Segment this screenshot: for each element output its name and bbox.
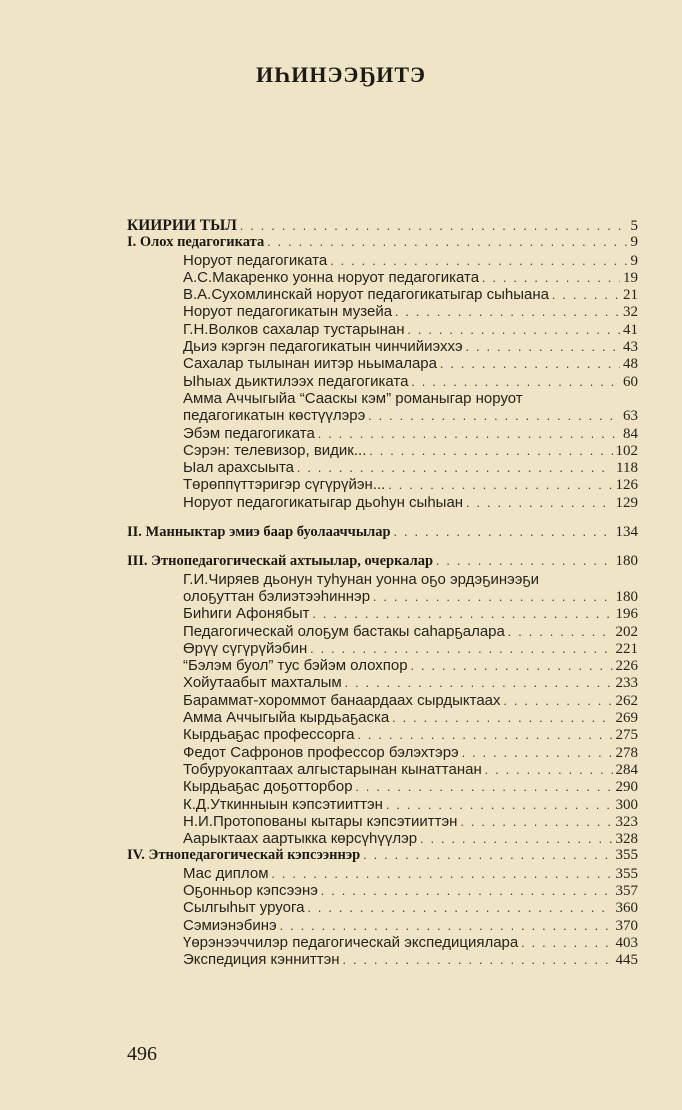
toc-entry	[127, 865, 638, 882]
toc-page-number: 134	[615, 523, 638, 540]
toc-entry	[127, 951, 638, 968]
toc-entry	[127, 286, 638, 303]
toc-entry-title: “Бэлэм буол” тус бэйэм олохпор	[183, 657, 408, 675]
dot-leader	[411, 374, 620, 390]
toc-entry	[127, 442, 638, 459]
dot-leader	[358, 727, 613, 743]
toc-entry	[127, 252, 638, 269]
toc-page-number: 403	[615, 934, 638, 951]
dot-leader	[368, 408, 620, 424]
toc-entry-title: Төрөппүттэригэр сүгүрүйэн...	[183, 476, 386, 494]
dot-leader	[521, 935, 612, 951]
toc-entry-title: А.С.Макаренко уонна норуот педагогиката	[183, 268, 480, 286]
dot-leader	[356, 779, 613, 795]
toc-entry-title: Амма Аччыгыйа “Сааскы кэм” романыгар норуот	[183, 389, 523, 407]
toc-page-number: 5	[630, 218, 638, 234]
toc-page-number: 284	[615, 761, 638, 778]
toc-entry-title: III. Этнопедагогическай ахтыылар, очеркалар	[127, 553, 434, 570]
toc-entry	[127, 605, 638, 622]
dot-leader	[466, 339, 620, 355]
toc-entry	[127, 459, 638, 476]
toc-entry-title: Үөрэнээччилэр педагогическай экспедициялара	[183, 933, 519, 951]
toc-section-heading	[127, 847, 638, 864]
toc-entry-title: Сэрэн: телевизор, видик...	[183, 441, 367, 459]
dot-leader	[321, 883, 613, 899]
dot-leader	[436, 553, 612, 569]
toc-entry	[127, 657, 638, 674]
dot-leader	[420, 831, 612, 847]
toc-page-number: 129	[615, 494, 638, 511]
toc-entry-title: Сылгыһыт уруога	[183, 899, 305, 917]
toc-entry-title: Экспедиция кэнниттэн	[183, 951, 340, 969]
toc-section-heading	[127, 553, 638, 570]
table-of-contents	[127, 217, 638, 968]
toc-page-number: 300	[615, 796, 638, 813]
toc-page-number: 9	[630, 252, 638, 269]
dot-leader	[343, 952, 613, 968]
dot-leader	[485, 762, 613, 778]
toc-page-number: 180	[615, 588, 638, 605]
toc-entry-title: Сахалар тылынан иитэр ньымалара	[183, 355, 437, 373]
toc-page-number: 60	[623, 373, 638, 390]
toc-entry	[127, 623, 638, 640]
toc-entry-title: Дьиэ кэргэн педагогикатын чинчийиэххэ	[183, 338, 463, 356]
toc-entry-title: Норуот педагогикатыгар дьоһун сыһыан	[183, 493, 464, 511]
page-number: 496	[127, 1043, 157, 1065]
toc-page-number: 41	[623, 321, 638, 338]
toc-entry	[127, 390, 638, 407]
toc-entry-title: Н.И.Протопованы кытары кэпсэтииттэн	[183, 812, 458, 830]
toc-entry	[127, 744, 638, 761]
toc-entry	[127, 494, 638, 511]
dot-leader	[369, 443, 612, 459]
toc-page-number: 357	[615, 882, 638, 899]
toc-entry-title: Педагогическай олоҕум бастакы саһарҕалара	[183, 622, 505, 640]
toc-entry	[127, 321, 638, 338]
toc-entry-title: Эбэм педагогиката	[183, 424, 315, 442]
dot-leader	[411, 658, 613, 674]
dot-leader	[240, 218, 628, 234]
dot-leader	[394, 524, 613, 540]
toc-page-number: 84	[623, 425, 638, 442]
toc-page-number: 275	[615, 727, 638, 744]
toc-entry-title: В.А.Сухомлинскай норуот педагогикатыгар сыһыана	[183, 286, 550, 304]
dot-leader	[440, 356, 620, 372]
dot-leader	[280, 918, 613, 934]
toc-entry	[127, 899, 638, 916]
toc-entry	[127, 934, 638, 951]
toc-section-heading	[127, 234, 638, 251]
toc-entry	[127, 407, 638, 424]
section-spacer	[127, 511, 638, 524]
dot-leader	[307, 900, 612, 916]
toc-section-heading	[127, 524, 638, 541]
toc-entry	[127, 882, 638, 899]
toc-entry-title: Кырдьаҕас доҕотторбор	[183, 778, 353, 796]
dot-leader	[318, 426, 620, 442]
toc-entry-title: Биһиги Афонябыт	[183, 605, 310, 623]
toc-entry-title: Сэмиэнэбинэ	[183, 916, 277, 934]
toc-entry	[127, 917, 638, 934]
toc-entry	[127, 813, 638, 830]
toc-page-number: 118	[616, 460, 638, 477]
toc-entry	[127, 373, 638, 390]
toc-page-number: 196	[615, 606, 638, 623]
toc-entry	[127, 571, 638, 588]
dot-leader	[386, 797, 613, 813]
toc-entry	[127, 709, 638, 726]
toc-entry	[127, 761, 638, 778]
dot-leader	[345, 675, 613, 691]
toc-entry	[127, 640, 638, 657]
toc-page-number: 202	[615, 623, 638, 640]
toc-page-number: 180	[615, 553, 638, 570]
toc-entry	[127, 303, 638, 320]
dot-leader	[504, 693, 613, 709]
toc-page-number: 355	[615, 847, 638, 864]
dot-leader	[330, 253, 627, 269]
toc-entry-title: Тобуруокаптаах алгыстарынан кынаттанан	[183, 760, 482, 778]
toc-entry-title: КИИРИИ ТЫЛ	[127, 217, 237, 234]
toc-entry	[127, 692, 638, 709]
toc-entry-title: Норуот педагогикатын музейа	[183, 303, 393, 321]
toc-entry-title: олоҕуттан бэлиэтээһиннэр	[183, 587, 371, 605]
toc-entry-title: педагогикатын көстүүлэрэ	[183, 407, 366, 425]
section-spacer	[127, 541, 638, 554]
toc-entry-title: Г.Н.Волков сахалар тустарынан	[183, 320, 405, 338]
toc-entry	[127, 588, 638, 605]
toc-entry-title: I. Олох педагогиката	[127, 234, 265, 251]
toc-entry-title: Хойутаабыт махталым	[183, 674, 342, 692]
toc-page-number: 328	[615, 831, 638, 848]
toc-page-number: 278	[615, 744, 638, 761]
dot-leader	[297, 460, 613, 476]
toc-entry-title: Федот Сафронов профессор бэлэхтэрэ	[183, 743, 459, 761]
toc-entry-title: Бараммат-хороммот банаардаах сырдыктаах	[183, 691, 501, 709]
toc-entry	[127, 830, 638, 847]
toc-page-number: 323	[615, 813, 638, 830]
toc-page-number: 370	[615, 917, 638, 934]
toc-page-number: 19	[623, 269, 638, 286]
toc-entry-title: Норуот педагогиката	[183, 251, 328, 269]
toc-page-number: 290	[615, 779, 638, 796]
toc-entry-title: IV. Этнопедагогическай кэпсээннэр	[127, 847, 361, 864]
toc-entry-title: Г.И.Чиряев дьонун туһунан уонна оҕо эрдэҕинээҕи	[183, 570, 540, 588]
toc-entry	[127, 269, 638, 286]
toc-page-number: 21	[623, 287, 638, 304]
toc-entry	[127, 778, 638, 795]
toc-entry-title: Мас диплом	[183, 864, 269, 882]
toc-entry	[127, 726, 638, 743]
dot-leader	[392, 710, 612, 726]
dot-leader	[482, 270, 620, 286]
toc-page-number: 233	[615, 675, 638, 692]
dot-leader	[408, 322, 620, 338]
toc-page-number: 9	[630, 234, 638, 251]
toc-page-number: 226	[615, 658, 638, 675]
toc-page-number: 262	[615, 692, 638, 709]
toc-entry	[127, 425, 638, 442]
toc-page-number: 48	[623, 356, 638, 373]
toc-entry	[127, 338, 638, 355]
toc-page-number: 126	[615, 477, 638, 494]
toc-page-number: 63	[623, 408, 638, 425]
toc-entry	[127, 476, 638, 493]
toc-entry-title: Ыһыах дьиктилээх педагогиката	[183, 372, 409, 390]
dot-leader	[373, 589, 612, 605]
toc-page-number: 269	[615, 710, 638, 727]
dot-leader	[460, 814, 612, 830]
toc-section-heading	[127, 217, 638, 234]
dot-leader	[267, 234, 627, 250]
dot-leader	[312, 606, 612, 622]
toc-page-number: 360	[615, 900, 638, 917]
toc-page-number: 355	[615, 865, 638, 882]
toc-entry-title: Оҕонньор кэпсээнэ	[183, 881, 318, 899]
toc-entry-title: Аарыктаах аартыкка көрсүһүүлэр	[183, 830, 418, 848]
dot-leader	[395, 304, 620, 320]
dot-leader	[552, 287, 620, 303]
toc-entry	[127, 355, 638, 372]
toc-entry	[127, 796, 638, 813]
dot-leader	[466, 495, 612, 511]
toc-page-number: 221	[615, 640, 638, 657]
dot-leader	[310, 641, 612, 657]
toc-page-number: 102	[615, 442, 638, 459]
toc-entry-title: Өрүү сүгүрүйэбин	[183, 639, 308, 657]
toc-entry	[127, 674, 638, 691]
toc-page-number: 43	[623, 339, 638, 356]
toc-entry-title: Амма Аччыгыйа кырдьаҕаска	[183, 709, 390, 727]
dot-leader	[462, 745, 613, 761]
toc-page-number: 32	[623, 304, 638, 321]
toc-entry-title: К.Д.Уткинныын кэпсэтииттэн	[183, 795, 383, 813]
toc-entry-title: Кырдьаҕас профессорга	[183, 726, 355, 744]
dot-leader	[508, 624, 613, 640]
toc-entry-title: Ыал арахсыыта	[183, 459, 295, 477]
toc-entry-title: II. Манныктар эмиэ баар буолааччылар	[127, 523, 391, 540]
dot-leader	[388, 477, 612, 493]
dot-leader	[272, 866, 613, 882]
dot-leader	[363, 847, 612, 863]
toc-page-number: 445	[615, 952, 638, 969]
page-title: ИҺИНЭЭҔИТЭ	[256, 62, 426, 87]
